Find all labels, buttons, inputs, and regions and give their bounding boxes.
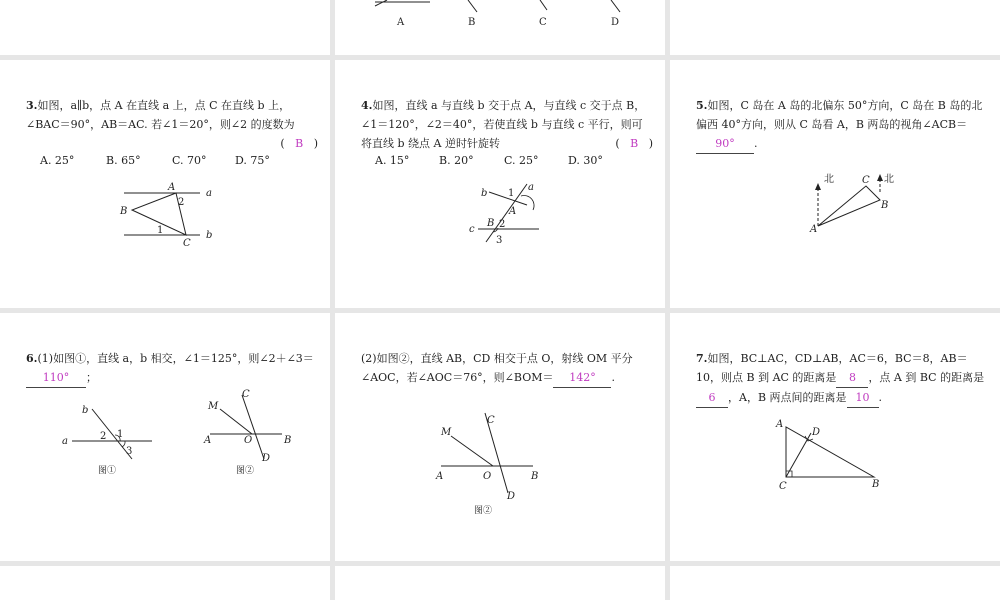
problem-6b-card	[335, 313, 665, 561]
point-label-c: C	[779, 481, 787, 492]
point-label-a: A	[168, 182, 176, 193]
angle-label-1: 1	[117, 429, 124, 440]
line-label-a: a	[528, 182, 534, 193]
option-d[interactable]: D. 75°	[235, 154, 270, 167]
card-bottom-middle	[335, 566, 665, 600]
problem-4-figure	[335, 60, 665, 308]
point-label-d: D	[262, 453, 271, 464]
point-label-b: B	[487, 218, 495, 229]
point-label-d: D	[812, 427, 821, 438]
figure-caption: 图②	[474, 506, 493, 516]
point-label-o: O	[244, 435, 253, 446]
angle-label-2: 2	[499, 219, 506, 230]
card-top-middle	[335, 0, 665, 55]
option-label-b: B	[468, 17, 476, 28]
problem-number: 5.	[696, 99, 708, 112]
fill-blank-answer-3: 10	[847, 388, 879, 408]
option-a[interactable]: A. 15°	[375, 154, 410, 167]
problem-7-card	[670, 313, 1000, 561]
point-label-b: B	[120, 206, 128, 217]
problem-7-stem-1: 如图，BC⊥AC，CD⊥AB，AC＝6，BC＝8，AB＝10，则点 B 到 AC 的距离是	[696, 352, 968, 384]
problem-7-stem-3: ，A，B 两点间的距离是	[728, 391, 847, 404]
problem-7-stem-2: ，点 A 到 BC 的距离是	[868, 371, 985, 384]
problem-5-card	[670, 60, 1000, 308]
card-bottom-left	[0, 566, 330, 600]
point-label-a: A	[436, 471, 444, 482]
point-label-c: C	[862, 175, 870, 186]
line-label-c: c	[469, 224, 475, 235]
options-figure-strip	[335, 0, 665, 55]
figure-caption-1: 图①	[98, 466, 117, 476]
option-c[interactable]: C. 70°	[172, 154, 207, 167]
fill-blank-answer-2: 6	[696, 388, 728, 408]
north-label-b: 北	[884, 174, 894, 185]
option-label-d: D	[611, 17, 620, 28]
fill-blank-answer: 110°	[26, 368, 86, 388]
line-label-b: b	[82, 405, 89, 416]
fill-blank-answer: 90°	[696, 134, 754, 154]
answer-bracket: ( B )	[280, 137, 318, 150]
problem-6b-stem: (2)如图②，直线 AB，CD 相交于点 O，射线 OM 平分∠AOC，若∠AOC＝76°，则∠BOM＝	[361, 352, 633, 384]
option-d[interactable]: D. 30°	[568, 154, 603, 167]
point-label-b: B	[881, 200, 889, 211]
answer-choice: B	[630, 137, 639, 150]
angle-label-1: 1	[508, 188, 515, 199]
option-c[interactable]: C. 25°	[504, 154, 539, 167]
problem-3-figure	[0, 60, 330, 308]
point-label-o: O	[483, 471, 492, 482]
point-label-b: B	[872, 479, 880, 490]
north-label-a: 北	[824, 174, 834, 185]
point-label-d: D	[507, 491, 516, 502]
problem-4-card	[335, 60, 665, 308]
point-label-c: C	[242, 389, 250, 400]
problem-3-card	[0, 60, 330, 308]
point-label-b: B	[284, 435, 292, 446]
fill-blank-answer-1: 8	[836, 368, 868, 388]
problem-4-stem: 如图，直线 a 与直线 b 交于点 A，与直线 c 交于点 B，∠1＝120°，∠2＝40°，若使直线 b 与直线 c 平行，则可将直线 b 绕点 A 逆时针旋转	[361, 99, 646, 150]
card-top-left	[0, 0, 330, 55]
point-label-a: A	[509, 206, 517, 217]
point-label-m: M	[208, 401, 219, 412]
option-b[interactable]: B. 65°	[106, 154, 141, 167]
punct: .	[611, 371, 615, 384]
point-label-c: C	[183, 238, 191, 249]
angle-label-1: 1	[157, 225, 164, 236]
angle-label-2: 2	[100, 431, 107, 442]
problem-6-stem: (1)如图①，直线 a，b 相交，∠1＝125°，则∠2＋∠3＝	[37, 352, 314, 365]
angle-label-3: 3	[496, 235, 503, 246]
fill-blank-answer: 142°	[553, 368, 611, 388]
answer-choice: B	[295, 137, 304, 150]
figure-caption-2: 图②	[236, 466, 255, 476]
problem-5-figure	[670, 60, 1000, 308]
problem-6b-figure	[335, 313, 665, 561]
line-label-b: b	[206, 230, 213, 241]
problem-7-figure	[670, 313, 1000, 561]
problem-number: 3.	[26, 99, 38, 112]
line-label-a: a	[206, 188, 212, 199]
problem-6-figures	[0, 313, 330, 561]
option-label-a: A	[397, 17, 405, 28]
point-label-a: A	[204, 435, 212, 446]
line-label-a: a	[62, 436, 68, 447]
option-a[interactable]: A. 25°	[40, 154, 75, 167]
punct: .	[754, 137, 758, 150]
angle-label-3: 3	[126, 446, 133, 457]
problem-5-stem: 如图，C 岛在 A 岛的北偏东 50°方向，C 岛在 B 岛的北偏西 40°方向，则从 C 岛看 A，B 两岛的视角∠ACB＝	[696, 99, 983, 131]
answer-bracket: ( B )	[615, 137, 653, 150]
card-bottom-right	[670, 566, 1000, 600]
angle-label-2: 2	[178, 197, 185, 208]
punct: .	[878, 391, 883, 404]
option-b[interactable]: B. 20°	[439, 154, 474, 167]
problem-number: 4.	[361, 99, 373, 112]
point-label-a: A	[776, 419, 784, 430]
point-label-c: C	[487, 415, 495, 426]
point-label-m: M	[441, 427, 452, 438]
option-label-c: C	[539, 17, 547, 28]
point-label-b: B	[531, 471, 539, 482]
line-label-b: b	[481, 188, 488, 199]
problem-6-card	[0, 313, 330, 561]
point-label-a: A	[810, 224, 818, 235]
problem-3-stem: 如图，a∥b，点 A 在直线 a 上，点 C 在直线 b 上，∠BAC＝90°，AB＝AC. 若∠1＝20°，则∠2 的度数为	[26, 99, 295, 131]
punct: ；	[86, 371, 97, 384]
problem-number: 6.	[26, 352, 38, 365]
card-top-right	[670, 0, 1000, 55]
problem-number: 7.	[696, 352, 708, 365]
